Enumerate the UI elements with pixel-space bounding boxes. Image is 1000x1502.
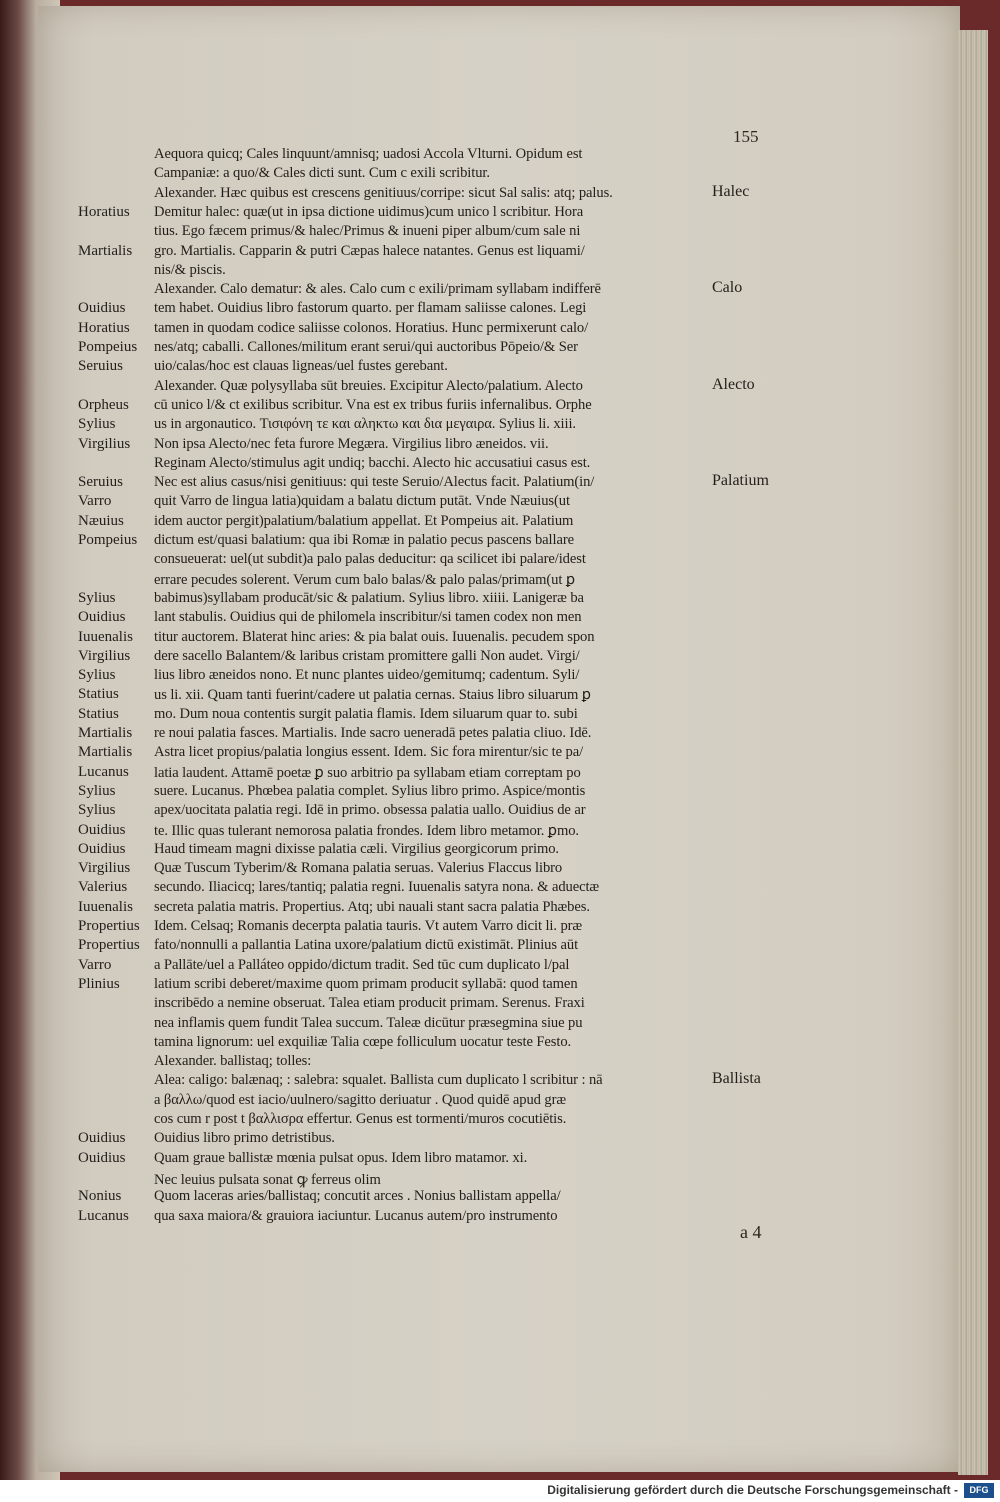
margin-headword: Palatium [712, 472, 769, 490]
margin-author-name: Plinius [78, 975, 120, 992]
margin-author-name: Orpheus [78, 396, 129, 413]
text-line: Demitur halec: quæ(ut in ipsa dictione uidimus)cum unico l scribitur. Hora [154, 203, 584, 220]
text-line: idem auctor pergit)palatium/balatium appellat. Et Pompeius ait. Palatium [154, 512, 574, 529]
text-line: Astra licet propius/palatia longius essent. Idem. Sic fora mirentur/sic te pa/ [154, 744, 584, 761]
margin-author-name: Nonius [78, 1188, 122, 1205]
text-line: mo. Dum noua contentis surgit palatia flamis. Idem siluarum quar to. subi [154, 705, 578, 722]
text-line: babimus)syllabam producāt/sic & palatium. Sylius libro. xiiii. Lanigeræ ba [154, 589, 584, 606]
text-line: tamina lignorum: uel exquiliæ Talia cœpe folliculum uocatur teste Festo. [154, 1033, 572, 1050]
text-line: secundo. Iliacicq; lares/tantiq; palatia regni. Iuuenalis satyra nona. & aduectæ [154, 879, 600, 896]
dfg-logo: DFG [964, 1483, 994, 1498]
margin-author-name: Statius [78, 705, 119, 722]
margin-author-name: Varro [78, 493, 112, 510]
footer-bar [0, 1480, 1000, 1502]
text-line: Alexander. Quæ polysyllaba sūt breuies. Excipitur Alecto/palatium. Alecto [154, 377, 583, 394]
text-line: Nec leuius pulsata sonat ꝙ ferreus olim [154, 1171, 381, 1188]
text-line: tius. Ego fæcem primus/& halec/Primus & inueni piper album/cum sale ni [154, 223, 581, 240]
margin-author-name: Sylius [78, 667, 116, 684]
margin-author-name: Ouidius [78, 840, 126, 857]
text-line: a Pallāte/uel a Palláteo oppido/dictum tradit. Sed tūc cum duplicato l/pal [154, 956, 570, 973]
text-line: Haud timeam magni dixisse palatia cæli. Virgilius georgicorum primo. [154, 840, 559, 857]
text-line: dictum est/quasi balatium: qua ibi Romæ in palatio pecus pascens ballare [154, 532, 574, 548]
text-line: Alea: caligo: balænaq; : salebra: squalet. Ballista cum duplicato l scribitur : nā [154, 1072, 603, 1089]
text-line: lant stabulis. Ouidius qui de philomela inscribitur/si tamen codex non men [154, 609, 582, 626]
text-line: nes/atq; caballi. Callones/militum erant serui/qui auctoribus Pōpeio/& Ser [154, 339, 578, 355]
text-line: Nec est alius casus/nisi genitiuus: qui teste Seruio/Alectus facit. Palatium(in/ [154, 474, 595, 491]
text-line: errare pecudes solerent. Verum cum balo balas/& palo palas/primam(ut ꝑ [154, 571, 576, 588]
text-line: latium scribi deberet/maxime quom primam producit syllabā: quod tamen [154, 975, 578, 992]
page-number: 155 [733, 127, 759, 146]
margin-author-name: Virgilius [78, 435, 131, 452]
margin-author-name: Sylius [78, 589, 116, 606]
text-line: us li. xii. Quam tanti fuerint/cadere ut palatia cernas. Staius libro siluarum ꝑ [154, 687, 591, 704]
margin-headword: Alecto [712, 375, 755, 393]
margin-author-name: Lucanus [78, 1207, 129, 1224]
text-line: fato/nonnulli a pallantia Latina uxore/palatium dictū existimāt. Plinius aūt [154, 937, 579, 954]
margin-author-name: Sylius [78, 416, 116, 433]
margin-author-name: Virgilius [78, 860, 131, 877]
text-line: cū unico l/& ct exilibus scribitur. Vna est ex tribus furiis infernalibus. Orphe [154, 396, 592, 413]
margin-headword: Ballista [712, 1070, 761, 1088]
margin-author-name: Ouidius [78, 1149, 126, 1166]
margin-author-name: Propertius [78, 937, 140, 954]
margin-author-name: Horatius [78, 319, 130, 336]
text-line: Quom laceras aries/ballistaq; concutit arces . Nonius ballistam appella/ [154, 1188, 561, 1205]
margin-author-name: Statius [78, 686, 119, 703]
margin-author-name: Pompeius [78, 532, 138, 548]
text-line: re noui palatia fasces. Martialis. Inde sacro ueneradā petes palatia cliuo. Idē. [154, 725, 592, 741]
text-line: qua saxa maiora/& grauiora iaciuntur. Lucanus autem/pro instrumento [154, 1207, 558, 1224]
margin-author-name: Pompeius [78, 339, 138, 355]
page-stack-edge [958, 30, 988, 1475]
text-line: Campaniæ: a quo/& Cales dicti sunt. Cum c exili scribitur. [154, 165, 490, 182]
text-line: nea inflamis quem fundit Talea succum. Taleæ dicūtur præsegmina siue pu [154, 1014, 583, 1031]
text-line: us in argonautico. Τισιφόνη τε και αληκτω και δια μεγαιρα. Sylius li. xiii. [154, 416, 576, 433]
margin-author-name: Lucanus [78, 763, 129, 780]
margin-author-name: Seruius [78, 474, 123, 491]
margin-author-name: Iuuenalis [78, 898, 133, 915]
margin-author-name: Ouidius [78, 1130, 126, 1147]
text-line: Reginam Alecto/stimulus agit undiq; bacchi. Alecto hic accusatiui casus est. [154, 454, 591, 471]
margin-author-name: Virgilius [78, 647, 131, 664]
text-line: uio/calas/hoc est clauas ligneas/uel fustes gerebant. [154, 358, 448, 375]
text-line: apex/uocitata palatia regi. Idē in primo. obsessa palatia uallo. Ouidius de ar [154, 802, 586, 819]
margin-author-name: Ouidius [78, 300, 126, 317]
text-line: a βαλλω/quod est iacio/uulnero/sagitto deriuatur . Quod quidē apud græ [154, 1091, 566, 1108]
text-line: secreta palatia matris. Propertius. Atq; ubi nauali stant sacra palatia Phæbes. [154, 898, 590, 915]
text-line: tem habet. Ouidius libro fastorum quarto. per flamam saliisse calones. Legi [154, 300, 587, 317]
text-line: lius libro æneidos nono. Et nunc plantes uideo/gemitumq; cadentum. Syli/ [154, 667, 580, 684]
text-line: titur auctorem. Blaterat hinc aries: & pia balat ouis. Iuuenalis. pecudem spon [154, 628, 595, 645]
margin-author-name: Martialis [78, 744, 133, 761]
text-line: te. Illic quas tulerant nemorosa palatia frondes. Idem libro metamor. ꝑmo. [154, 822, 579, 839]
margin-author-name: Horatius [78, 203, 130, 220]
margin-author-name: Sylius [78, 802, 116, 819]
text-line: quit Varro de lingua latia)quidam a balatu dictum putāt. Vnde Næuius(ut [154, 493, 570, 510]
margin-author-name: Ouidius [78, 821, 126, 838]
margin-author-name: Valerius [78, 879, 128, 896]
text-line: Alexander. ballistaq; tolles: [154, 1053, 312, 1070]
text-line: Quam graue ballistæ mœnia pulsat opus. Idem libro matamor. xi. [154, 1149, 528, 1166]
margin-author-name: Iuuenalis [78, 628, 133, 645]
text-line: inscribēdo a nemine obseruat. Talea etiam producit primam. Serenus. Fraxi [154, 995, 585, 1012]
text-line: Alexander. Calo dematur: & ales. Calo cum c exili/primam syllabam indifferē [154, 281, 601, 298]
margin-author-name: Ouidius [78, 609, 126, 626]
text-line: consueuerat: uel(ut subdit)a palo palas deducitur: qa scilicet ibi palare/idest [154, 551, 586, 568]
margin-author-name: Propertius [78, 918, 140, 934]
margin-author-name: Martialis [78, 242, 133, 259]
margin-author-name: Varro [78, 956, 112, 973]
text-line: Aequora quicq; Cales linquunt/amnisq; uadosi Accola Vlturni. Opidum est [154, 146, 583, 162]
margin-headword: Calo [712, 279, 743, 297]
text-line: cos cum r post t βαλλισρα effertur. Genus est tormenti/muros cocutiētis. [154, 1111, 567, 1127]
text-line: Non ipsa Alecto/nec feta furore Megæra. Virgilius libro æneidos. vii. [154, 435, 549, 452]
margin-author-name: Seruius [78, 358, 123, 375]
margin-headword: Halec [712, 182, 750, 200]
margin-author-name: Sylius [78, 782, 116, 799]
text-line: Quæ Tuscum Tyberim/& Romana palatia seruas. Valerius Flaccus libro [154, 860, 563, 877]
text-line: latia laudent. Attamē poetæ ꝑ suo arbitrio pa syllabam etiam correptam po [154, 764, 581, 781]
text-line: suere. Lucanus. Phœbea palatia complet. Sylius libro primo. Aspice/montis [154, 782, 586, 799]
text-line: dere sacello Balantem/& laribus cristam promittere galli Non audet. Virgi/ [154, 647, 580, 664]
text-line: tamen in quodam codice saliisse colonos. Horatius. Hunc permixerunt calo/ [154, 319, 589, 336]
text-line: nis/& piscis. [154, 261, 226, 278]
margin-author-name: Næuius [78, 512, 124, 529]
text-line: Idem. Celsaq; Romanis decerpta palatia tauris. Vt autem Varro dicit li. præ [154, 918, 583, 934]
footer-credit: Digitalisierung gefördert durch die Deutsche Forschungsgemeinschaft - [547, 1483, 958, 1497]
text-line: Alexander. Hæc quibus est crescens genitiuus/corripe: sicut Sal salis: atq; palus. [154, 184, 613, 201]
margin-author-name: Martialis [78, 725, 133, 741]
signature-mark: a 4 [740, 1222, 762, 1242]
text-line: gro. Martialis. Capparin & putri Cæpas halece natantes. Genus est liquami/ [154, 242, 585, 259]
text-line: Ouidius libro primo detristibus. [154, 1130, 335, 1147]
